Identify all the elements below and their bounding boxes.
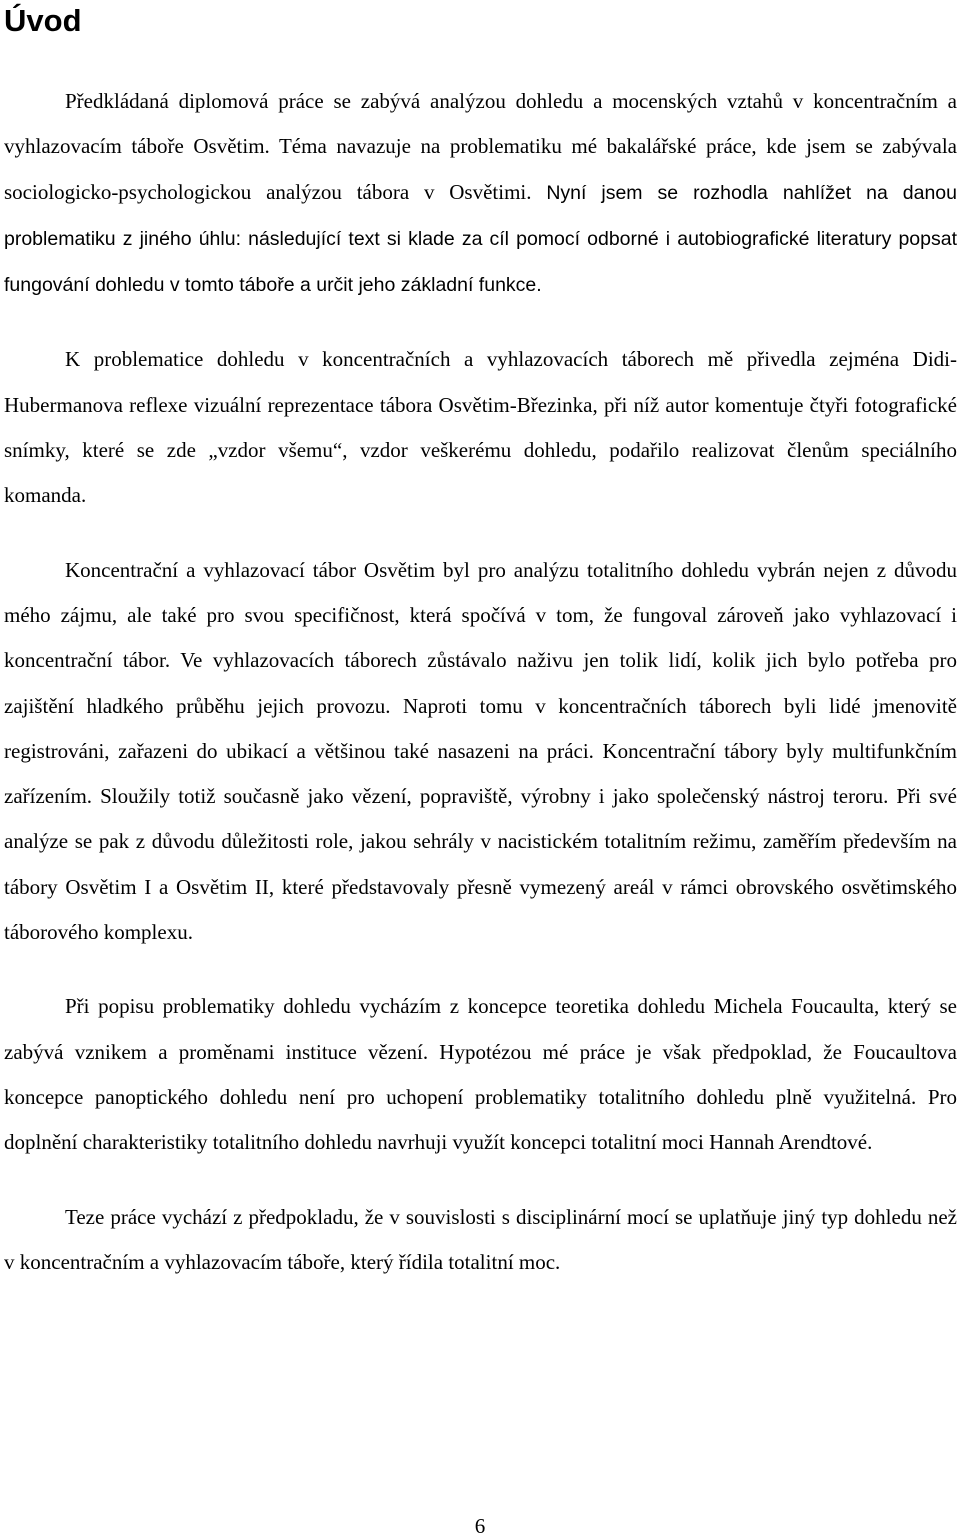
body-text (4, 79, 957, 1314)
paragraph-3 (4, 548, 957, 956)
paragraph-1-text: Předkládaná diplomová práce se zabývá analýzou dohledu a mocenských vztahů v koncentračním a vyhlazovacím táboře Osvětim. Téma navazuje na problematiku mé bakalářské práce, kde jsem se zabývala sociologicko-psychologickou analýzou tábora v Osvětimi. (4, 89, 957, 204)
paragraph-3-text: Koncentrační a vyhlazovací tábor Osvětim byl pro analýzu totalitního dohledu vybrán nejen z důvodu mého zájmu, ale také pro svou specifičnost, která spočívá v tom, že fungoval zároveň jako vyhlazovací i koncentrační tábor. Ve vyhlazovacích táborech zůstávalo naživu jen tolik lidí, kolik jich bylo potřeba pro zajištění hladkého průběhu jejich provozu. Naproti tomu v koncentračních táborech byli lidé jmenovitě registrováni, zařazeni do ubikací a většinou také nasazeni na práci. Koncentrační tábory byly multifunkčním zařízením. Sloužily totiž současně jako vězení, popraviště, výrobny i jako společenský nástroj teroru. Při své analýze se pak z důvodu důležitosti role, jakou sehrály v nacistickém totalitním režimu, zaměřím především na tábory Osvětim I a Osvětim II, které představovaly přesně vymezený areál v rámci obrovského osvětimského táborového komplexu. (4, 557, 957, 945)
paragraph-1-sans-text: Nyní jsem se rozhodla nahlížet na danou problematiku z jiného úhlu: následující text si klade za cíl pomocí odborné i autobiografické literatury popsat fungování dohledu v tomto táboře a určit jeho základní funkce. (4, 181, 957, 297)
page-number: 6 (474, 1514, 486, 1538)
section-heading: Úvod (4, 3, 82, 38)
paragraph-4-text: Při popisu problematiky dohledu vycházím z koncepce teoretika dohledu Michela Foucaulta, který se zabývá vznikem a proměnami instituce vězení. Hypotézou mé práce je však předpoklad, že Foucaultova koncepce panoptického dohledu není pro uchopení problematiky totalitního dohledu plně využitelná. Pro doplnění charakteristiky totalitního dohledu navrhuji využít koncepci totalitní moci Hannah Arendtové. (4, 994, 957, 1155)
paragraph-2 (4, 337, 957, 518)
paragraph-2-text: K problematice dohledu v koncentračních a vyhlazovacích táborech mě přivedla zejména Didi-Hubermanova reflexe vizuální reprezentace tábora Osvětim-Březinka, při níž autor komentuje čtyři fotografické snímky, které se zde „vzdor všemu“, vzdor veškerému dohledu, podařilo realizovat členům speciálního komanda. (4, 347, 957, 508)
paragraph-1 (4, 79, 957, 308)
paragraph-5-text: Teze práce vychází z předpokladu, že v souvislosti s disciplinární mocí se uplatňuje jiný typ dohledu než v koncentračním a vyhlazovacím táboře, který řídila totalitní moc. (4, 1204, 957, 1274)
paragraph-4 (4, 984, 957, 1165)
paragraph-5 (4, 1195, 957, 1286)
